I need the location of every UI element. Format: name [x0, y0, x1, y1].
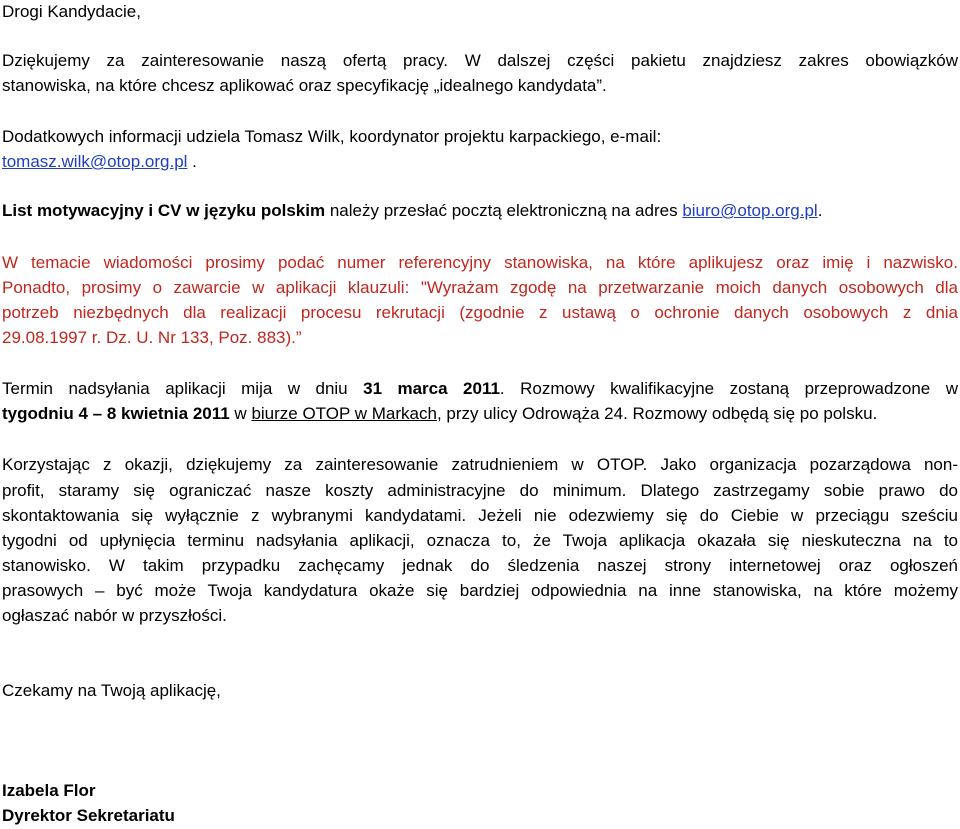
deadline-date: 31 marca 2011	[363, 379, 500, 398]
deadline-line-1	[2, 376, 958, 401]
reference-line-1: W temacie wiadomości prosimy podać numer referencyjny stanowiska, na które aplikujesz oraz imię i nazwisko.	[2, 253, 958, 272]
closing-line-7: ogłaszać nabór w przyszłości.	[2, 606, 227, 625]
reference-line-3: potrzeb niezbędnych dla realizacji procesu rekrutacji (zgodnie z ustawą o ochronie danych osobowych z dnia	[2, 303, 958, 322]
closing-line-3: skontaktowania się wyłącznie z wybranymi kandydatami. Jeżeli nie odezwiemy się do Ciebie w przeciągu sześciu	[2, 506, 958, 525]
office-location: biurze OTOP w Markach	[251, 404, 437, 423]
closing-line-5: stanowisko. W takim przypadku zachęcamy jednak do śledzenia naszej strony internetowej oraz ogłoszeń	[2, 556, 958, 575]
deadline-line-2	[2, 401, 958, 426]
reference-line-4: 29.08.1997 r. Dz. U. Nr 133, Poz. 883).”	[2, 328, 302, 347]
deadline-text-1: Termin nadsyłania aplikacji mija w dniu	[2, 379, 364, 398]
closing-line-1: Korzystając z okazji, dziękujemy za zainteresowanie zatrudnieniem w OTOP. Jako organizacja pozarządowa non-	[2, 455, 958, 474]
closing-line-6: prasowych – być może Twoja kandydatura okaże się bardziej odpowiednia na inne stanowiska, na które możemy	[2, 581, 958, 600]
cv-instruction-after: .	[817, 201, 823, 220]
deadline-text-4: , przy ulicy Odrowąża 24. Rozmowy odbędą się po polsku.	[436, 404, 878, 423]
cv-instruction-bold: List motywacyjny i CV w języku polskim	[2, 201, 326, 220]
intro-line-2: stanowiska, na które chcesz aplikować oraz specyfikację „idealnego kandydata”.	[2, 76, 607, 95]
reference-line-2: Ponadto, prosimy o zawarcie w aplikacji klauzuli: "Wyrażam zgodę na przetwarzanie moich danych osobowych dla	[2, 278, 958, 297]
contact-email-line	[2, 149, 958, 174]
closing-line-4: tygodni od upłynięcia terminu nadsyłania aplikacji, oznacza to, że Twoja aplikacja okazała się nieskuteczna na to	[2, 531, 958, 550]
cv-instruction-text: należy przesłać pocztą elektroniczną na adres	[325, 201, 683, 220]
contact-email-link[interactable]: tomasz.wilk@otop.org.pl	[2, 152, 188, 171]
cv-instruction	[2, 198, 958, 223]
awaiting-text: Czekamy na Twoją aplikację,	[2, 681, 221, 700]
greeting: Drogi Kandydacie,	[2, 2, 141, 21]
deadline-text-2: . Rozmowy kwalifikacyjne zostaną przeprowadzone w	[499, 379, 958, 398]
signature-title	[2, 803, 958, 828]
signature-name-text: Izabela Flor	[2, 781, 96, 800]
contact-line: Dodatkowych informacji udziela Tomasz Wilk, koordynator projektu karpackiego, e-mail:	[2, 127, 662, 146]
signature-name	[2, 778, 958, 803]
biuro-email-link[interactable]: biuro@otop.org.pl	[682, 201, 818, 220]
closing-line-2: profit, staramy się ograniczać nasze koszty administracyjne do minimum. Dlatego zastrzegamy sobie prawo do	[2, 481, 958, 500]
intro-line-1: Dziękujemy za zainteresowanie naszą ofertą pracy. W dalszej części pakietu znajdziesz zakres obowiązków	[2, 51, 958, 70]
contact-email-after: .	[187, 152, 197, 171]
interview-week: tygodniu 4 – 8 kwietnia 2011	[2, 404, 230, 423]
deadline-text-3: w	[229, 404, 252, 423]
signature-title-text: Dyrektor Sekretariatu	[2, 806, 175, 825]
